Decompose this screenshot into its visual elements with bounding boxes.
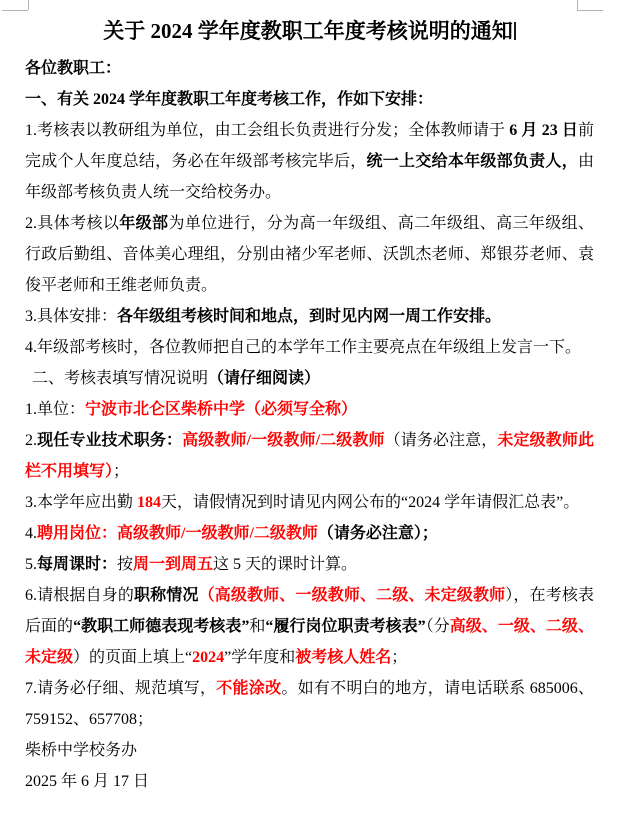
- text-run: （请仔细阅读）: [208, 370, 321, 387]
- text-run: 。如有不明白的地方，请电话联系 685006、759152、657708；: [25, 680, 594, 728]
- paragraph-item1-4: [25, 332, 594, 363]
- text-run: 统一上交给本年级部负责人，: [366, 153, 578, 170]
- text-cursor-icon: [514, 22, 516, 40]
- page-margin-mark-right-horizontal: [577, 10, 603, 11]
- text-run: 6.请根据自身的: [25, 587, 134, 604]
- text-run: 周一到周五: [133, 556, 214, 573]
- paragraph-item1-2: [25, 208, 594, 301]
- text-run: 2.具体考核以: [25, 215, 120, 232]
- text-run: 一、有关 2024 学年度教职工年度考核工作，作如下安排：: [25, 91, 434, 108]
- text-run: 6 月 23 日: [509, 122, 578, 139]
- signature-text: 柴桥中学校务办: [25, 742, 138, 759]
- text-run: 高级、一级、二级、未定级: [25, 618, 594, 666]
- paragraph-item2-1: [25, 394, 594, 425]
- text-run: （请务必注意，: [384, 432, 498, 449]
- page-margin-mark-left-horizontal: [2, 10, 28, 11]
- text-run: ”学年度和: [224, 649, 296, 666]
- text-run: 宁波市北仑区柴桥中学（必须写全称）: [85, 401, 358, 418]
- paragraph-item2-7: [25, 673, 594, 735]
- text-run: 每周课时：: [37, 556, 118, 573]
- text-run: 4.年级部考核时，各位教师把自己的本学年工作主要亮点在年级组上发言一下。: [25, 339, 582, 356]
- text-run: 未定级教师此栏不用填写）: [25, 432, 594, 480]
- text-run: “履行岗位职责考核表”: [265, 618, 426, 635]
- paragraph-item1-1: [25, 115, 594, 208]
- text-run: 各位教职工：: [25, 60, 122, 77]
- text-run: “教职工师德表现考核表”: [73, 618, 250, 635]
- text-run: 二、考核表填写情况说明: [32, 370, 209, 387]
- text-run: 年级部: [119, 215, 169, 232]
- text-run: 职称情况: [134, 587, 199, 604]
- paragraph-item1-3: [25, 301, 594, 332]
- paragraph-item2-2: [25, 425, 594, 487]
- paragraph-section2-heading: [25, 363, 594, 394]
- paragraph-item2-6: [25, 580, 594, 673]
- text-run: 3.本学年应出勤: [25, 494, 138, 511]
- text-run: 7.请务必仔细、规范填写，: [25, 680, 217, 697]
- paragraph-signature: [25, 735, 594, 766]
- date-text: 2025 年 6 月 17 日: [25, 773, 150, 790]
- text-run: 4.: [25, 525, 37, 542]
- text-run: 由年级部考核负责人统一交给校务办。: [25, 153, 594, 201]
- text-run: （分: [425, 618, 450, 635]
- paragraph-item2-4: [25, 518, 594, 549]
- page-margin-mark-right-vertical: [577, 0, 578, 10]
- text-run: 为单位进行，分为高一年级组、高二年级组、高三年级组、行政后勤组、音体美心理组，分别由褚少军老师、沃凯杰老师、郑银芬老师、袁俊平老师和王维老师负责。: [25, 215, 594, 294]
- text-run: 1.考核表以教研组为单位，由工会组长负责进行分发；全体教师请于: [25, 122, 510, 139]
- text-run: 1.单位：: [25, 401, 86, 418]
- text-run: 聘用岗位：高级教师/一级教师/二级教师: [37, 525, 318, 542]
- text-run: 2024: [192, 649, 225, 666]
- paragraph-item2-5: [25, 549, 594, 580]
- page-margin-mark-left-vertical: [28, 0, 29, 10]
- text-run: 和: [249, 618, 266, 635]
- text-run: 各年级组考核时间和地点，到时见内网一周工作安排。: [117, 308, 502, 325]
- text-run: 184: [137, 494, 162, 511]
- notice-title: [25, 16, 594, 46]
- text-run: （高级教师、一级教师、二级、未定级教师: [198, 587, 506, 604]
- text-run: ），在考核表后面的: [25, 587, 594, 635]
- paragraph-section1-heading: [25, 84, 594, 115]
- text-run: 不能涂改: [216, 680, 282, 697]
- text-run: 天，请假情况到时请见内网公布的“2024 学年请假汇总表”。: [161, 494, 580, 511]
- text-run: 高级教师/一级教师/二级教师: [182, 432, 385, 449]
- text-run: ；: [391, 649, 408, 666]
- text-run: ；: [113, 463, 130, 480]
- text-run: ）的页面上填上“: [73, 649, 193, 666]
- text-run: 现任专业技术职务：: [37, 432, 183, 449]
- notice-title-text: 关于 2024 学年度教职工年度考核说明的通知: [103, 19, 513, 43]
- paragraph-salutation: [25, 53, 594, 84]
- text-run: （请务必注意）；: [317, 525, 438, 542]
- text-run: 按: [117, 556, 134, 573]
- paragraph-item2-3: [25, 487, 594, 518]
- text-run: 前完成个人年度总结，务必在年级部考核完毕后，: [25, 122, 594, 170]
- text-run: 这 5 天的课时计算。: [213, 556, 358, 573]
- text-run: 5.: [25, 556, 37, 573]
- text-run: 被考核人姓名: [295, 649, 392, 666]
- paragraph-date: [25, 766, 594, 797]
- text-run: 2.: [25, 432, 37, 449]
- text-run: 3.具体安排：: [25, 308, 118, 325]
